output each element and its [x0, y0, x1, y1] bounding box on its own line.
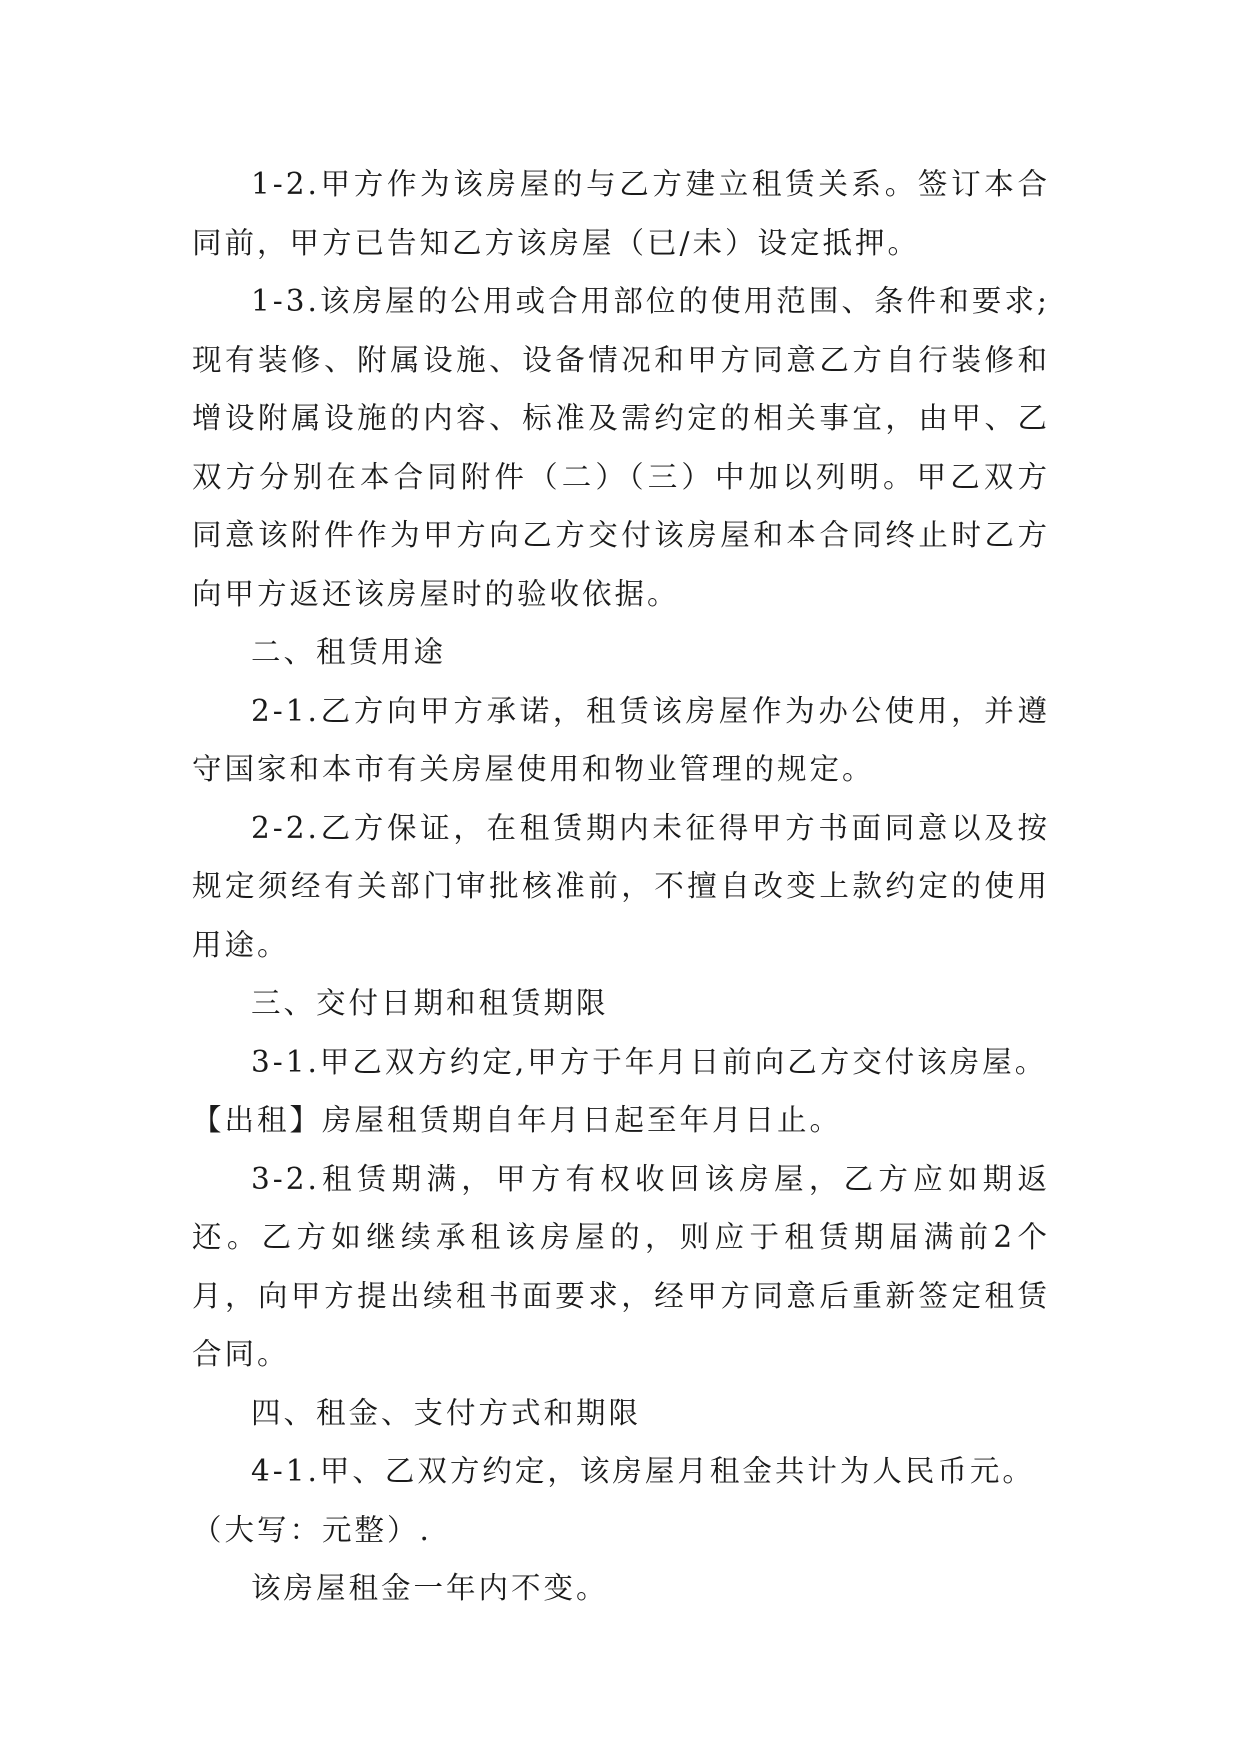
document-body [192, 155, 1050, 1618]
clause-4-1-amount-in-words: （大写：元整）. [192, 1512, 432, 1547]
clause-4-1: 4-1.甲、乙双方约定，该房屋月租金共计为人民币元。 [251, 1454, 1035, 1488]
section-heading-4: 四、租金、支付方式和期限 [251, 1395, 642, 1430]
section-heading-2: 二、租赁用途 [251, 635, 447, 669]
clause-2-1: 2-1.乙方向甲方承诺，租赁该房屋作为办公使用，并遵守国家和本市有关房屋使用和物业管理的规定。 [192, 693, 1050, 786]
clause-1-3: 1-3.该房屋的公用或合用部位的使用范围、条件和要求;现有装修、附属设施、设备情况和甲方同意乙方自行装修和增设附属设施的内容、标准及需约定的相关事宜，由甲、乙双方分别在本合同附件（二）（三）中加以列明。甲乙双方同意该附件作为甲方向乙方交付该房屋和本合同终止时乙方向甲方返还该房屋时的验收依据。 [192, 284, 1050, 611]
clause-3-1: 3-1.甲乙双方约定,甲方于年月日前向乙方交付该房屋。 [251, 1044, 1048, 1079]
clause-2-2: 2-2.乙方保证，在租赁期内未征得甲方书面同意以及按规定须经有关部门审批核准前，不擅自改变上款约定的使用用途。 [192, 810, 1050, 962]
clause-3-2: 3-2.租赁期满，甲方有权收回该房屋，乙方应如期返还。乙方如继续承租该房屋的，则应于租赁期届满前2个月，向甲方提出续租书面要求，经甲方同意后重新签定租赁合同。 [192, 1161, 1050, 1371]
clause-3-1-lease-term: 【出租】房屋租赁期自年月日起至年月日止。 [192, 1103, 843, 1137]
clause-4-1-rent-fixed: 该房屋租金一年内不变。 [251, 1571, 609, 1605]
section-heading-3: 三、交付日期和租赁期限 [251, 986, 609, 1020]
clause-1-2: 1-2.甲方作为该房屋的与乙方建立租赁关系。签订本合同前，甲方已告知乙方该房屋（已/未）设定抵押。 [192, 167, 1050, 260]
